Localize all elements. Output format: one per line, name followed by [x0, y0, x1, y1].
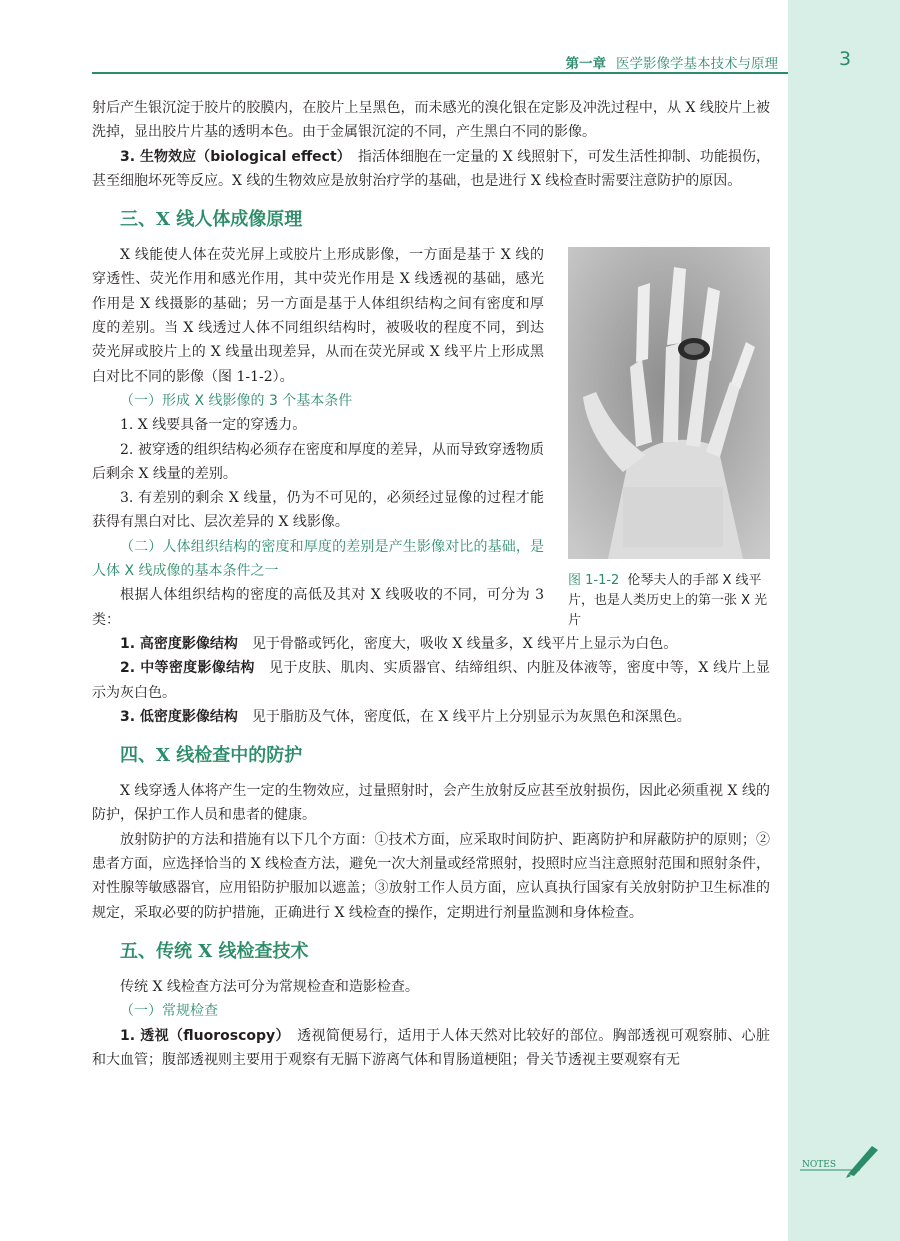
section-heading: 四、X 线检查中的防护 — [120, 745, 303, 767]
term: 1. 高密度影像结构 — [120, 635, 238, 652]
text-column — [92, 243, 544, 632]
chapter-title: 医学影像学基本技术与原理 — [616, 56, 778, 72]
chapter-label: 第一章 — [565, 56, 606, 72]
subheading: （一）常规检查 — [120, 1003, 218, 1020]
section-with-figure — [92, 243, 770, 632]
paragraph — [92, 656, 770, 705]
hand-xray-image — [568, 247, 770, 559]
paragraph: 射后产生银沉淀于胶片的胶膜内，在胶片上呈黑色，而未感光的溴化银在定影及冲洗过程中，从 X 线胶片上被洗掉，显出胶片片基的透明本色。由于金属银沉淀的不同，产生黑白不同的影像。 — [92, 100, 770, 141]
running-head — [520, 52, 778, 72]
figure-caption-text: 伦琴夫人的手部 X 线平片，也是人类历史上的第一张 X 光片 — [568, 573, 768, 629]
term: 3. 生物效应（biological effect） — [120, 148, 344, 165]
list-item: 3. 有差别的剩余 X 线量，仍为不可见的，必须经过显像的过程才能获得有黑白对比、层次差异的 X 线影像。 — [92, 490, 544, 531]
term: 2. 中等密度影像结构 — [120, 660, 255, 677]
section-heading: 三、X 线人体成像原理 — [120, 209, 303, 231]
paragraph: X 线能使人体在荧光屏上或胶片上形成影像，一方面是基于 X 线的穿透性、荧光作用和感光作用，其中荧光作用是 X 线透视的基础，感光作用是 X 线摄影的基础；另一方面是基于人体组织结构之间有密度和厚度的差别。当 X 线透过人体不同组织结构时，被吸收的程度不同，到达荧光屏或胶片上的 X 线量出现差异，从而在荧光屏或 X 线平片上形成黑白对比不同的影像（图 1-1-2）。 — [92, 247, 544, 385]
notes-margin — [788, 0, 900, 1241]
pen-icon — [798, 1140, 882, 1180]
paragraph — [92, 145, 770, 194]
paragraph: 传统 X 线检查方法可分为常规检查和造影检查。 — [120, 978, 419, 995]
page-number: 3 — [838, 48, 852, 70]
subheading: （二）人体组织结构的密度和厚度的差别是产生影像对比的基础，是人体 X 线成像的基本条件之一 — [92, 538, 544, 580]
figure — [568, 247, 770, 631]
paragraph — [92, 705, 770, 729]
term-text: 见于骨骼或钙化，密度大，吸收 X 线量多，X 线平片上显示为白色。 — [251, 635, 678, 652]
page-body — [92, 96, 770, 1072]
term-text: 透视简便易行，适用于人体天然对比较好的部位。胸部透视可观察肺、心脏和大血管；腹部透视则主要用于观察有无膈下游离气体和胃肠道梗阻；骨关节透视主要观察有无 — [92, 1027, 770, 1068]
header-rule — [92, 72, 788, 74]
notes-label: NOTES — [802, 1160, 836, 1170]
list-item: 2. 被穿透的组织结构必须存在密度和厚度的差异，从而导致穿透物质后剩余 X 线量的差别。 — [92, 441, 544, 482]
term-text: 见于皮肤、肌肉、实质器官、结缔组织、内脏及体液等，密度中等，X 线片上显示为灰白色。 — [92, 660, 771, 701]
term-text: 见于脂肪及气体，密度低，在 X 线平片上分别显示为灰黑色和深黑色。 — [251, 708, 691, 725]
paragraph: 放射防护的方法和措施有以下几个方面：①技术方面，应采取时间防护、距离防护和屏蔽防护的原则；②患者方面，应选择恰当的 X 线检查方法，避免一次大剂量或经常照射，投照时应当注意照射范围和照射条件，对性腺等敏感器官，应用铅防护服加以遮盖；③放射工作人员方面，应认真执行国家有关放射防护卫生标准的规定，采取必要的防护措施，正确进行 X 线检查的操作，定期进行剂量监测和身体检查。 — [92, 831, 770, 921]
figure-caption — [568, 571, 770, 631]
subheading: （一）形成 X 线影像的 3 个基本条件 — [120, 392, 353, 409]
hand-xray-graphic — [568, 247, 770, 559]
term-text: 指活体细胞在一定量的 X 线照射下，可发生活性抑制、功能损伤，甚至细胞坏死等反应。X 线的生物效应是放射治疗学的基础，也是进行 X 线检查时需要注意防护的原因。 — [92, 148, 770, 189]
paragraph: 根据人体组织结构的密度的高低及其对 X 线吸收的不同，可分为 3 类： — [92, 587, 544, 628]
notes-logo — [798, 1140, 882, 1180]
paragraph — [92, 1024, 770, 1073]
figure-number: 图 1-1-2 — [568, 573, 620, 589]
paragraph: X 线穿透人体将产生一定的生物效应，过量照射时，会产生放射反应甚至放射损伤，因此必须重视 X 线的防护，保护工作人员和患者的健康。 — [92, 783, 770, 824]
paragraph — [92, 632, 770, 656]
term: 1. 透视（fluoroscopy） — [120, 1027, 283, 1044]
section-heading: 五、传统 X 线检查技术 — [120, 940, 309, 962]
list-item: 1. X 线要具备一定的穿透力。 — [120, 417, 307, 434]
term: 3. 低密度影像结构 — [120, 708, 238, 725]
